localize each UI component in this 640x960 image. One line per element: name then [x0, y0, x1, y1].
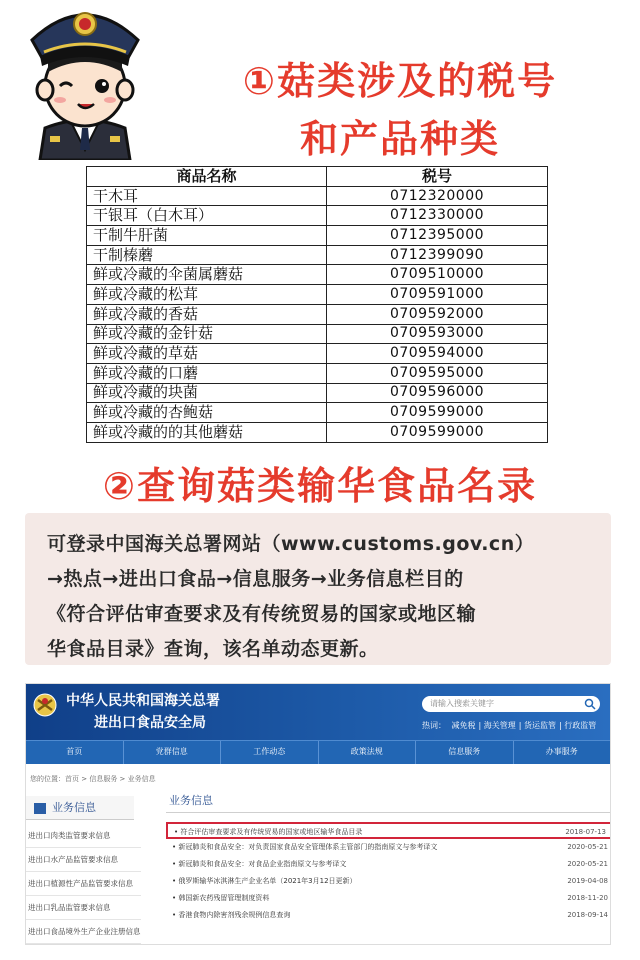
tariff-code-cell: 0709510000: [327, 265, 548, 285]
product-name-cell: 鲜或冷藏的块菌: [87, 383, 327, 403]
website-subtitle: 进出口食品安全局: [94, 715, 206, 731]
section1-title-line1: ①菇类涉及的税号: [242, 59, 558, 103]
table-row: [87, 206, 548, 226]
table-row: [87, 383, 548, 403]
nav-item-policy[interactable]: 政策法规: [318, 741, 416, 764]
tariff-code-cell: 0709592000: [327, 304, 548, 324]
table-row: [87, 245, 548, 265]
sidebar-item[interactable]: 进出口植源性产品监管要求信息: [26, 872, 141, 896]
nav-item-home[interactable]: 首页: [66, 747, 83, 756]
news-item[interactable]: • 俄罗斯输华冰淇淋生产企业名单（2021年3月12日更新） 2019-04-08: [166, 873, 611, 890]
sidebar-item[interactable]: 进出口乳品监管要求信息: [26, 896, 141, 920]
tariff-code-cell: 0712330000: [327, 206, 548, 226]
breadcrumb: 您的位置：首页 > 信息服务 > 业务信息: [30, 775, 156, 783]
table-row: [87, 265, 548, 285]
table-row: [87, 422, 548, 442]
news-date: 2020-05-21: [567, 860, 608, 868]
news-title[interactable]: 俄罗斯输华冰淇淋生产企业名单（2021年3月12日更新）: [178, 877, 357, 885]
news-date: 2020-05-21: [567, 843, 608, 851]
header-tariff-code: 税号: [327, 167, 548, 187]
product-name-cell: 鲜或冷藏的伞菌属蘑菇: [87, 265, 327, 285]
sidebar-item[interactable]: 进出口肉类监管要求信息: [26, 824, 141, 848]
website-search-input[interactable]: [422, 696, 600, 712]
hot-link[interactable]: 行政监管: [564, 721, 597, 730]
hot-link[interactable]: 货运监管: [524, 721, 557, 730]
news-item-highlighted[interactable]: • 符合评估审查要求及有传统贸易的国家或地区输华食品目录 2018-07-13: [166, 822, 611, 839]
tariff-code-cell: 0709594000: [327, 344, 548, 364]
tariff-code-cell: 0712399090: [327, 245, 548, 265]
instruction-line: 华食品目录》查询，该名单动态更新。: [47, 638, 379, 660]
nav-item-party[interactable]: 党群信息: [123, 741, 221, 764]
table-row: [87, 344, 548, 364]
news-item[interactable]: • 新冠肺炎和食品安全：对食品企业指南原文与参考译文 2020-05-21: [166, 856, 611, 873]
news-title[interactable]: 新冠肺炎和食品安全：对负责国家食品安全管理体系主管部门的指南原文与参考译文: [178, 843, 438, 851]
table-row: [87, 186, 548, 206]
nav-item-services[interactable]: 办事服务: [513, 741, 611, 764]
table-row: [87, 363, 548, 383]
hot-link[interactable]: 减免税: [451, 721, 476, 730]
customs-officer-mascot-illustration: [10, 0, 160, 160]
news-title[interactable]: 符合评估审查要求及有传统贸易的国家或地区输华食品目录: [180, 828, 363, 836]
table-row: [87, 324, 548, 344]
divider: [166, 812, 611, 813]
product-name-cell: 鲜或冷藏的杏鲍菇: [87, 403, 327, 423]
product-name-cell: 干银耳（白木耳）: [87, 206, 327, 226]
table-header-row: [87, 167, 548, 187]
instruction-box: [25, 513, 611, 665]
sidebar-item[interactable]: 进出口食品境外生产企业注册信息: [26, 920, 141, 944]
search-placeholder: 请输入搜索关键字: [430, 699, 494, 708]
table-row: [87, 403, 548, 423]
news-item[interactable]: • 韩国新农药残留管理制度资料 2018-11-20: [166, 890, 611, 907]
tariff-code-cell: 0709593000: [327, 324, 548, 344]
table-row: [87, 285, 548, 305]
tariff-code-cell: 0709595000: [327, 363, 548, 383]
search-icon[interactable]: [584, 698, 596, 710]
hot-links: 热词： 减免税 | 海关管理 | 货运监管 | 行政监管: [422, 721, 597, 730]
product-name-cell: 鲜或冷藏的松茸: [87, 285, 327, 305]
product-name-cell: 鲜或冷藏的口蘑: [87, 363, 327, 383]
tariff-code-table: [86, 166, 548, 443]
product-name-cell: 干制牛肝菌: [87, 226, 327, 246]
news-title[interactable]: 韩国新农药残留管理制度资料: [178, 894, 270, 902]
sidebar-list: [26, 824, 141, 944]
sidebar-title-text: 业务信息: [52, 801, 96, 814]
hot-label: 热词：: [422, 721, 446, 730]
product-name-cell: 鲜或冷藏的香菇: [87, 304, 327, 324]
tariff-code-cell: 0709591000: [327, 285, 548, 305]
sidebar-item[interactable]: 进出口水产品监管要求信息: [26, 848, 141, 872]
main-section-title: 业务信息: [169, 794, 213, 807]
section2-title: ②查询菇类输华食品名录: [102, 464, 538, 508]
tariff-code-cell: 0709599000: [327, 403, 548, 423]
customs-emblem-icon: [32, 692, 58, 718]
news-item[interactable]: • 香港食物内除害剂残余规例信息查询 2018-09-14: [166, 907, 611, 924]
sidebar-title: [26, 796, 134, 820]
website-nav-bar: [26, 740, 610, 764]
tariff-code-cell: 0712395000: [327, 226, 548, 246]
section1-title-line2: 和产品种类: [299, 117, 500, 161]
news-date: 2018-07-13: [565, 828, 606, 836]
hot-link[interactable]: 海关管理: [483, 721, 516, 730]
nav-item-info-service[interactable]: 信息服务: [415, 741, 513, 764]
table-row: [87, 226, 548, 246]
nav-item-work-news[interactable]: 工作动态: [220, 741, 318, 764]
website-title: 中华人民共和国海关总署: [66, 693, 220, 709]
customs-website-screenshot: [25, 683, 611, 945]
news-item[interactable]: • 新冠肺炎和食品安全：对负责国家食品安全管理体系主管部门的指南原文与参考译文 2020-05-21: [166, 839, 611, 856]
product-name-cell: 鲜或冷藏的的其他蘑菇: [87, 422, 327, 442]
website-header: [26, 684, 610, 740]
news-date: 2018-09-14: [567, 911, 608, 919]
news-date: 2018-11-20: [567, 894, 608, 902]
news-title[interactable]: 新冠肺炎和食品安全：对食品企业指南原文与参考译文: [178, 860, 347, 868]
tariff-code-cell: 0709599000: [327, 422, 548, 442]
tariff-code-cell: 0712320000: [327, 186, 548, 206]
product-name-cell: 干木耳: [87, 186, 327, 206]
instruction-line: →热点→进出口食品→信息服务→业务信息栏目的: [47, 568, 464, 590]
header-product-name: 商品名称: [87, 167, 327, 187]
table-row: [87, 304, 548, 324]
product-name-cell: 干制榛蘑: [87, 245, 327, 265]
news-date: 2019-04-08: [567, 877, 608, 885]
instruction-line: 可登录中国海关总署网站（www.customs.gov.cn）: [47, 533, 535, 555]
product-name-cell: 鲜或冷藏的草菇: [87, 344, 327, 364]
news-title[interactable]: 香港食物内除害剂残余规例信息查询: [178, 911, 291, 919]
tariff-code-cell: 0709596000: [327, 383, 548, 403]
instruction-line: 《符合评估审查要求及有传统贸易的国家或地区输: [47, 603, 477, 625]
news-list: [166, 822, 611, 924]
list-icon: [34, 803, 46, 814]
product-name-cell: 鲜或冷藏的金针菇: [87, 324, 327, 344]
